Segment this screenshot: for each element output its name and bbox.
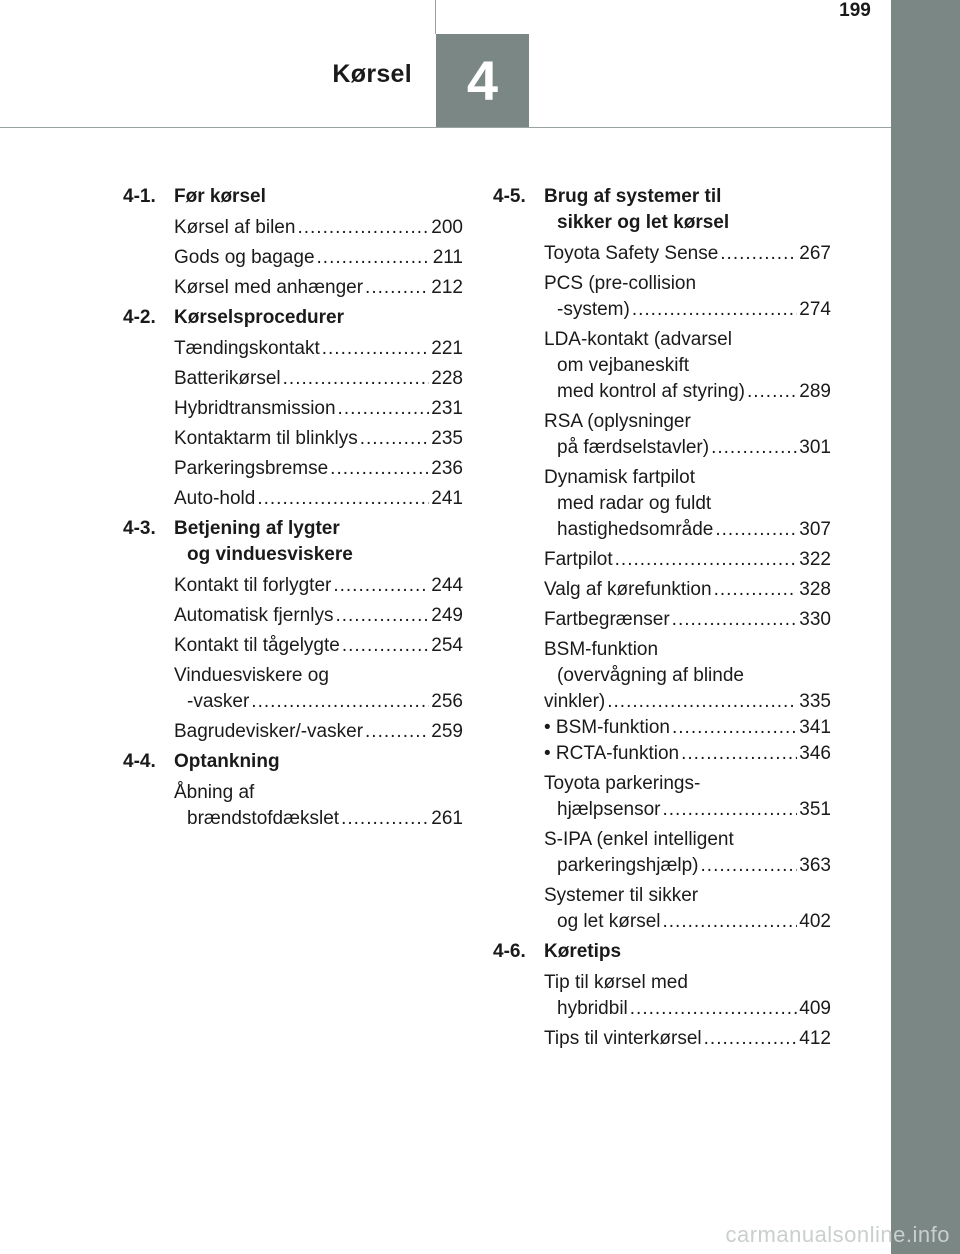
toc-section-heading (493, 937, 831, 968)
chapter-number: 4 (466, 49, 499, 112)
dot-leader (341, 806, 429, 832)
toc-entry-title: Batterikørsel (174, 368, 281, 389)
toc-entry-leader-line (174, 396, 463, 422)
toc-section-heading (493, 182, 831, 239)
dot-leader (662, 909, 797, 935)
toc-entry-leader-line (174, 603, 463, 629)
toc-entry[interactable] (123, 484, 463, 514)
toc-entry[interactable] (123, 213, 463, 243)
toc-entry-title: Kontaktarm til blinklys (174, 428, 358, 449)
toc-page-number: 402 (799, 911, 831, 932)
section-number: 4-1. (123, 186, 156, 207)
toc-entry-title: PCS (pre-collision (544, 273, 697, 294)
toc-entry[interactable] (493, 968, 831, 1024)
toc-entry-title: Tip til kørsel med (544, 972, 688, 993)
toc-page-number: 363 (799, 855, 831, 876)
section-number: 4-6. (493, 941, 526, 962)
toc-section-heading (123, 747, 463, 778)
toc-page-number: 346 (799, 743, 831, 764)
section-title: Køretips (544, 941, 622, 962)
dot-leader (632, 297, 797, 323)
toc-entry-leader-line (174, 719, 463, 745)
toc-entry-title: • BSM-funktion (544, 717, 670, 738)
toc-entry-title: -vasker (187, 691, 250, 712)
dot-leader (704, 1026, 798, 1052)
section-number: 4-5. (493, 186, 526, 207)
dot-leader (681, 741, 797, 767)
toc-entry-title: Vinduesviskere og (174, 665, 329, 686)
watermark: carmanualsonline.info (725, 1222, 950, 1247)
dot-leader (317, 245, 431, 271)
toc-entry-title: Systemer til sikker (544, 885, 699, 906)
toc-entry[interactable] (493, 545, 831, 575)
page-number: 199 (839, 0, 871, 21)
toc-entry-title: Toyota Safety Sense (544, 243, 719, 264)
toc-page-number: 228 (431, 368, 463, 389)
toc-entry-title: Tips til vinterkørsel (544, 1028, 702, 1049)
toc-entry-leader-line (174, 245, 463, 271)
toc-page-number: 289 (799, 381, 831, 402)
toc-entry-title: BSM-funktion (544, 639, 659, 660)
section-title: Betjening af lygter (174, 518, 340, 539)
chapter-title: Kørsel (332, 60, 412, 88)
toc-entry-leader-line (544, 517, 831, 543)
toc-entry-title: brændstofdækslet (187, 808, 340, 829)
toc-entry[interactable] (123, 717, 463, 747)
toc-page-number: 261 (431, 808, 463, 829)
toc-page-number: 236 (431, 458, 463, 479)
toc-page-number: 341 (799, 717, 831, 738)
toc-page-number: 335 (799, 691, 831, 712)
toc-entry[interactable] (123, 243, 463, 273)
toc-entry-title: Kørsel med anhænger (174, 277, 364, 298)
toc-page-number: 307 (799, 519, 831, 540)
section-title: Optankning (174, 751, 280, 772)
toc-entry-title: Automatisk fjernlys (174, 605, 334, 626)
toc-entry[interactable] (123, 778, 463, 834)
toc-entry-leader-line (174, 275, 463, 301)
section-number: 4-2. (123, 307, 156, 328)
toc-entry-leader-line (174, 633, 463, 659)
toc-entry-leader-line (174, 456, 463, 482)
toc-entry[interactable] (493, 325, 831, 407)
dot-leader (711, 435, 797, 461)
dot-leader (672, 607, 798, 633)
toc-entry-title: Kørsel af bilen (174, 217, 296, 238)
toc-section (123, 182, 463, 303)
toc-entry-leader-line (544, 1026, 831, 1052)
dot-leader (714, 577, 798, 603)
toc-entry-title: Bagrudevisker/-vasker (174, 721, 364, 742)
toc-section-heading (123, 514, 463, 571)
toc-entry-title: hastighedsområde (557, 519, 714, 540)
toc-entry[interactable] (493, 239, 831, 269)
dot-leader (630, 996, 798, 1022)
toc-entry-leader-line (544, 607, 831, 633)
toc-page-number: 409 (799, 998, 831, 1019)
dot-leader (747, 379, 797, 405)
toc-entry-title: -system) (557, 299, 630, 320)
toc-entry-title: S-IPA (enkel intelligent (544, 829, 734, 850)
toc-section (123, 747, 463, 834)
toc-entry-title: RSA (oplysninger (544, 411, 691, 432)
dot-leader (251, 689, 429, 715)
dot-leader (330, 456, 429, 482)
toc-page-number: 259 (431, 721, 463, 742)
dot-leader (607, 689, 797, 715)
toc-entry-title: Gods og bagage (174, 247, 315, 268)
toc-entry-title: (overvågning af blinde (557, 665, 744, 686)
toc-page-number: 274 (799, 299, 831, 320)
dot-leader (335, 603, 429, 629)
toc-section (123, 303, 463, 514)
toc-page-number: 330 (799, 609, 831, 630)
toc-page-number: 328 (799, 579, 831, 600)
toc-entry[interactable] (123, 394, 463, 424)
section-title: og vinduesviskere (187, 544, 353, 565)
toc-entry[interactable] (493, 825, 831, 881)
toc-page-number: 200 (431, 217, 463, 238)
toc-entry-title: Åbning af (174, 782, 255, 803)
toc-entry[interactable] (123, 364, 463, 394)
toc-entry-leader-line (544, 797, 831, 823)
toc-entry-title: Kontakt til forlygter (174, 575, 332, 596)
section-title: Før kørsel (174, 186, 266, 207)
section-number: 4-3. (123, 518, 156, 539)
toc-entry-leader-line (174, 426, 463, 452)
toc-section (123, 514, 463, 747)
dot-leader (701, 853, 798, 879)
toc-entry-title: parkeringshjælp) (557, 855, 699, 876)
header-divider (435, 0, 436, 34)
dot-leader (333, 573, 429, 599)
toc-entry[interactable] (493, 635, 831, 769)
dot-leader (338, 396, 430, 422)
toc-entry-leader-line (544, 297, 831, 323)
toc-left-column (123, 182, 463, 834)
toc-page-number: 244 (431, 575, 463, 596)
toc-entry[interactable] (493, 575, 831, 605)
toc-page-number: 211 (432, 247, 463, 268)
toc-entry-title: Dynamisk fartpilot (544, 467, 695, 488)
toc-entry[interactable] (493, 1024, 831, 1054)
toc-page-number: 256 (431, 691, 463, 712)
toc-page-number: 254 (431, 635, 463, 656)
toc-entry[interactable] (493, 605, 831, 635)
dot-leader (715, 517, 797, 543)
toc-entry[interactable] (123, 571, 463, 601)
toc-entry-leader-line (174, 336, 463, 362)
toc-entry[interactable] (123, 334, 463, 364)
toc-entry-leader-line (544, 996, 831, 1022)
dot-leader (720, 241, 797, 267)
toc-entry-title: Toyota parkerings- (544, 773, 701, 794)
dot-leader (360, 426, 430, 452)
header-rule (0, 127, 891, 128)
toc-entry-leader-line (174, 215, 463, 241)
dot-leader (283, 366, 430, 392)
toc-page-number: 301 (799, 437, 831, 458)
toc-section-heading (123, 303, 463, 334)
toc-entry-leader-line (544, 577, 831, 603)
toc-page-number: 322 (799, 549, 831, 570)
section-title: Kørselsprocedurer (174, 307, 345, 328)
toc-entry-leader-line (544, 689, 831, 715)
toc-entry[interactable] (493, 463, 831, 545)
toc-entry-leader-line (544, 853, 831, 879)
toc-entry-leader-line (544, 241, 831, 267)
toc-entry-leader-line (174, 689, 463, 715)
dot-leader (672, 715, 797, 741)
section-title: Brug af systemer til (544, 186, 722, 207)
toc-entry-title: Tændingskontakt (174, 338, 320, 359)
dot-leader (342, 633, 429, 659)
toc-entry-title: med radar og fuldt (557, 493, 712, 514)
dot-leader (365, 719, 429, 745)
toc-entry-title: hjælpsensor (557, 799, 661, 820)
toc-entry[interactable] (123, 454, 463, 484)
toc-entry-title: om vejbaneskift (557, 355, 690, 376)
toc-page-number: 267 (799, 243, 831, 264)
toc-page-number: 412 (799, 1028, 831, 1049)
section-title: sikker og let kørsel (557, 212, 730, 233)
toc-entry-title: med kontrol af styring) (557, 381, 745, 402)
toc-entry[interactable] (123, 424, 463, 454)
dot-leader (297, 215, 429, 241)
toc-page-number: 235 (431, 428, 463, 449)
toc-entry-title: LDA-kontakt (advarsel (544, 329, 732, 350)
toc-entry-leader-line (174, 366, 463, 392)
toc-entry-leader-line (544, 909, 831, 935)
toc-entry[interactable] (493, 269, 831, 325)
toc-entry-leader-line (174, 806, 463, 832)
toc-entry-leader-line (544, 547, 831, 573)
toc-section (493, 937, 831, 1054)
toc-entry-title: Fartbegrænser (544, 609, 670, 630)
toc-entry[interactable] (493, 769, 831, 825)
toc-entry[interactable] (123, 631, 463, 661)
toc-entry[interactable] (123, 601, 463, 631)
toc-entry[interactable] (123, 273, 463, 303)
chapter-number-tab (436, 34, 529, 127)
toc-entry-leader-line (544, 741, 831, 767)
toc-page-number: 241 (431, 488, 463, 509)
toc-section-heading (123, 182, 463, 213)
toc-entry-leader-line (544, 379, 831, 405)
chapter-side-bar (891, 0, 960, 1254)
section-number: 4-4. (123, 751, 156, 772)
toc-entry-title: på færdselstavler) (557, 437, 710, 458)
toc-entry-title: Valg af kørefunktion (544, 579, 712, 600)
dot-leader (663, 797, 798, 823)
dot-leader (365, 275, 429, 301)
dot-leader (615, 547, 798, 573)
toc-entry-leader-line (544, 715, 831, 741)
toc-entry-title: • RCTA-funktion (544, 743, 680, 764)
toc-right-column (493, 182, 831, 1054)
toc-entry[interactable] (493, 407, 831, 463)
toc-entry-leader-line (544, 435, 831, 461)
toc-page-number: 212 (431, 277, 463, 298)
toc-entry-title: Kontakt til tågelygte (174, 635, 340, 656)
toc-page-number: 231 (431, 398, 463, 419)
toc-entry-leader-line (174, 573, 463, 599)
toc-entry-title: hybridbil (557, 998, 628, 1019)
dot-leader (257, 486, 429, 512)
toc-section (493, 182, 831, 937)
toc-entry-title: Fartpilot (544, 549, 613, 570)
dot-leader (322, 336, 430, 362)
toc-entry-title: Hybridtransmission (174, 398, 336, 419)
toc-page-number: 351 (799, 799, 831, 820)
toc-entry[interactable] (493, 881, 831, 937)
toc-entry-title: og let kørsel (557, 911, 661, 932)
toc-entry-title: Parkeringsbremse (174, 458, 329, 479)
toc-page-number: 221 (431, 338, 463, 359)
toc-entry-leader-line (174, 486, 463, 512)
toc-entry-title: Auto-hold (174, 488, 256, 509)
toc-entry[interactable] (123, 661, 463, 717)
toc-page-number: 249 (431, 605, 463, 626)
toc-entry-title: vinkler) (544, 691, 606, 712)
